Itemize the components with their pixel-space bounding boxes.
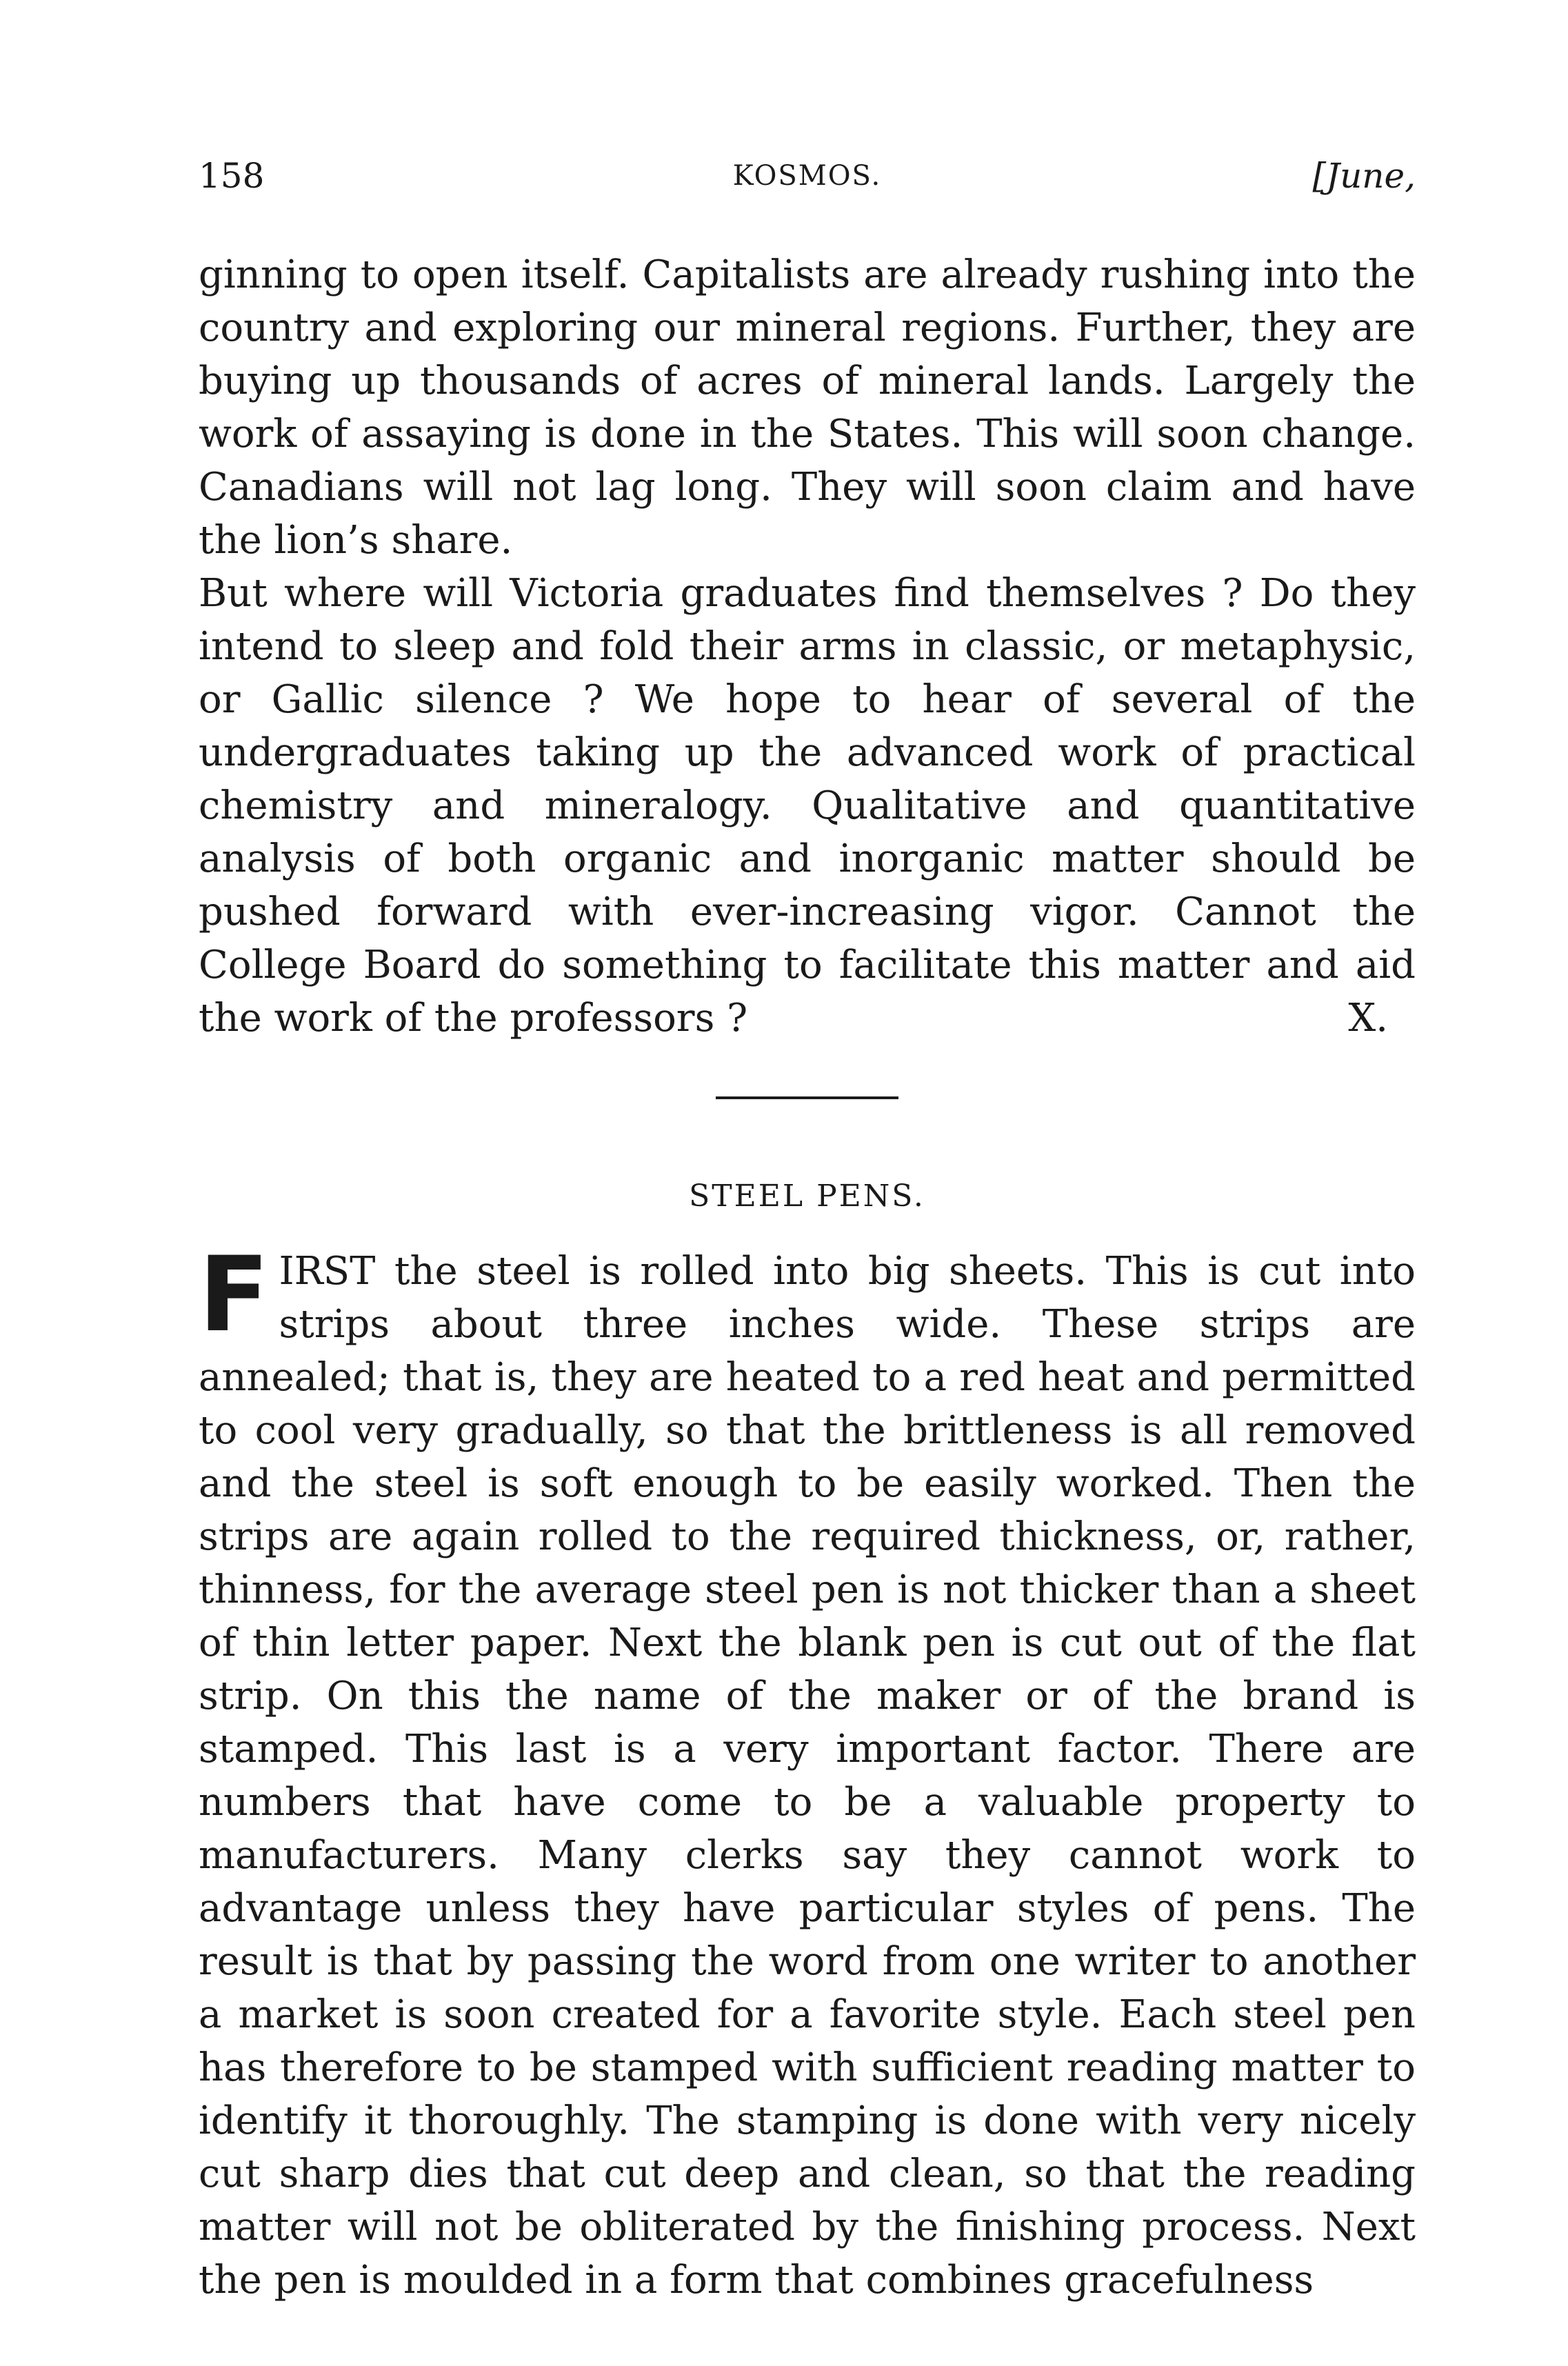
section-divider [716,1096,898,1099]
first-word-rest: IRST [279,1249,376,1294]
signature: X. [1348,996,1388,1041]
article1-paragraph-1: ginning to open itself. Capitalists are already rushing into the country and exploring our mineral regions. Further, they are buying up thousands of acres of mineral lands. Largely the work of assaying is done in the States. This will soon change. Canadians will not lag long. They will soon claim and have the lion’s share. [199,252,1416,563]
page-number: 158 [199,156,265,196]
section-title: STEEL PENS. [689,1179,925,1214]
article2-paragraph [199,1235,1416,2307]
article1-paragraph-2 [199,567,1416,1045]
issue-date: [June, [1312,156,1416,196]
running-head [199,145,1416,200]
page [199,145,1416,2307]
article1-paragraph-2-text: But where will Victoria graduates find themselves ? Do they intend to sleep and fold their arms in classic, or metaphysic, or Gallic silence ? We hope to hear of several of the undergraduates taking up the advanced work of practical chemistry and mineralogy. Qualitative and quantitative analysis of both organic and inorganic matter should be pushed forward with ever-increasing vigor. Cannot the College Board do something to facilitate this matter and aid the work of the professors ? [199,571,1416,1041]
article2-body: the steel is rolled into big sheets. This is cut into strips about three inches wide. These strips are annealed; that is, they are heated to a red heat and permitted to cool very gradually, so that the brittleness is all removed and the steel is soft enough to be easily worked. Then the strips are again rolled to the required thickness, or, rather, thinness, for the average steel pen is not thicker than a sheet of thin letter paper. Next the blank pen is cut out of the flat strip. On this the name of the maker or of the brand is stamped. This last is a very important factor. There are numbers that have come to be a valuable property to manufacturers. Many clerks say they cannot work to advantage unless they have particular styles of pens. The result is that by passing the word from one writer to another a market is soon created for a favorite style. Each steel pen has therefore to be stamped with sufficient reading matter to identify it thoroughly. The stamping is done with very nicely cut sharp dies that cut deep and clean, so that the reading matter will not be obliterated by the finishing process. Next the pen is moulded in a form that combines gracefulness [199,1249,1416,2303]
journal-title: KOSMOS. [732,160,882,192]
drop-cap: F [199,1235,270,1355]
